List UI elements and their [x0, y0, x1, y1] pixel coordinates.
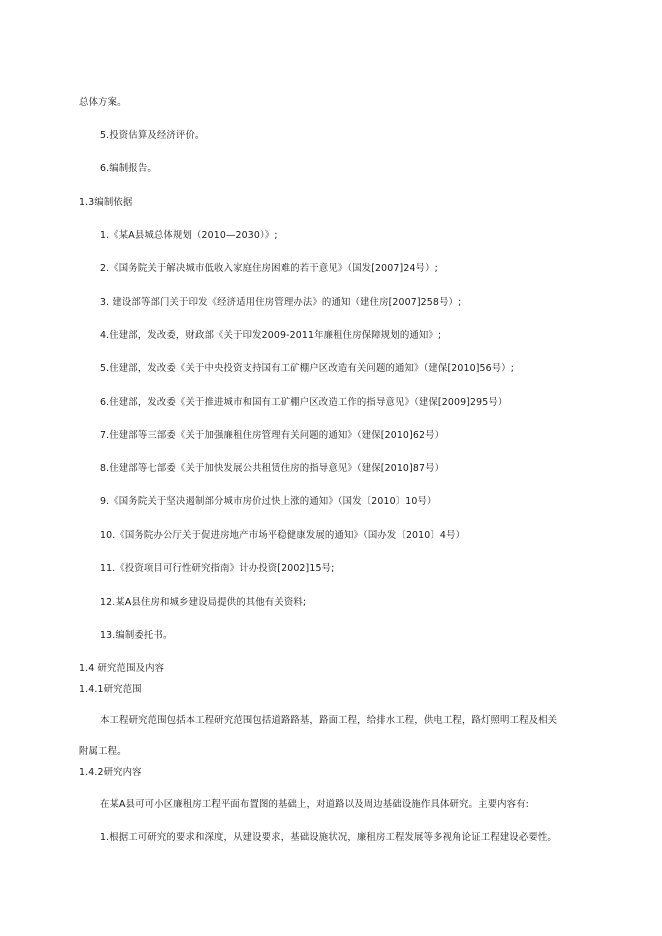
reference-item-3: 3. 建设部等部门关于印发《经济适用住房管理办法》的通知（建住房[2007]258号）; [100, 297, 462, 308]
paragraph-scope-line-1: 本工程研究范围包括本工程研究范围包括道路路基，路面工程，给排水工程，供电工程，路灯照明工程及相关 [100, 715, 558, 726]
reference-item-1: 1.《某A县城总体规划（2010—2030）》; [100, 230, 278, 241]
paragraph-content-intro: 在某A县可可小区廉租房工程平面布置图的基础上，对道路以及周边基础设施作具体研究。主要内容有: [100, 799, 529, 810]
section-heading-1-4: 1.4 研究范围及内容 [79, 663, 165, 674]
reference-item-9: 9.《国务院关于坚决遏制部分城市房价过快上涨的通知》（国发〔2010〕10号） [100, 496, 437, 507]
content-item-1: 1.根据工可研究的要求和深度，从建设要求，基础设施状况，廉租房工程发展等多视角论证工程建设必要性。 [100, 832, 557, 843]
text-line-3: 6.编制报告。 [100, 163, 157, 174]
reference-item-13: 13.编制委托书。 [100, 630, 173, 641]
reference-item-12: 12.某A县住房和城乡建设局提供的其他有关资料; [100, 597, 307, 608]
section-heading-1-4-1: 1.4.1研究范围 [79, 684, 142, 695]
reference-item-11: 11.《投资项目可行性研究指南》计办投资[2002]15号; [100, 563, 335, 574]
text-line-2: 5.投资估算及经济评价。 [100, 130, 205, 141]
reference-item-6: 6.住建部，发改委《关于推进城市和国有工矿棚户区改造工作的指导意见》（建保[2009]295号） [100, 397, 508, 408]
section-heading-1-3: 1.3编制依据 [79, 197, 133, 208]
text-line-1: 总体方案。 [79, 97, 127, 108]
reference-item-10: 10.《国务院办公厅关于促进房地产市场平稳健康发展的通知》（国办发〔2010〕4号） [100, 530, 466, 541]
reference-item-2: 2.《国务院关于解决城市低收入家庭住房困难的若干意见》（国发[2007]24号）; [100, 263, 438, 274]
reference-item-5: 5.住建部，发改委《关于中央投资支持国有工矿棚户区改造有关问题的通知》（建保[2010]56号）; [100, 363, 515, 374]
reference-item-8: 8.住建部等七部委《关于加快发展公共租赁住房的指导意见》（建保[2010]87号） [100, 463, 445, 474]
reference-item-4: 4.住建部，发改委，财政部《关于印发2009-2011年廉租住房保障规划的通知》; [100, 330, 442, 341]
reference-item-7: 7.住建部等三部委《关于加强廉租住房管理有关问题的通知》（建保[2010]62号） [100, 430, 445, 441]
section-heading-1-4-2: 1.4.2研究内容 [79, 767, 142, 778]
paragraph-scope-line-2: 附属工程。 [79, 746, 127, 757]
